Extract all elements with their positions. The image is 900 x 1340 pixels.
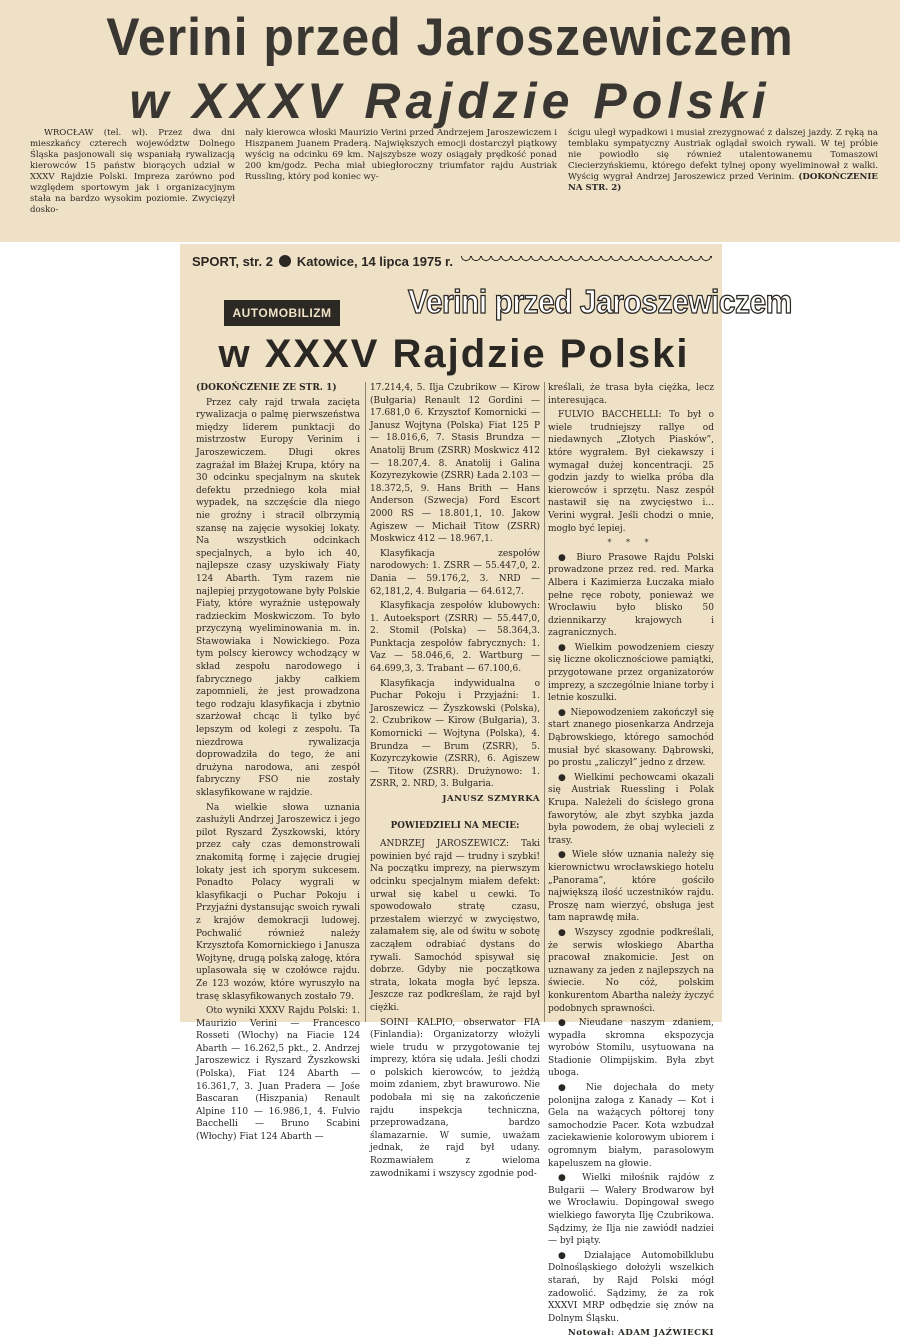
headline-line-1: Verini przed Jaroszewiczem <box>408 284 792 321</box>
bullet-icon: ● <box>558 642 575 653</box>
article-column-1 <box>196 382 361 1143</box>
wavy-rule <box>461 256 712 266</box>
results-paragraph: Klasyfikacja zespołów klubowych: 1. Autoeksport (ZSRR) — 55.447,0, 2. Stomil (Polska) — 58.364,3. Punktacja zespołów fabrycznych: 1. Vaz — 58.046,6, 2. Wartburg — 64.699,3, 3. Trabant — 67.100,6. <box>370 601 540 675</box>
note-text: Wiele słów uznania należy się kierownictwu wrocławskiego hotelu „Panorama”, które gościło największą ilość uczestników rajdu. Proszę nam wierzyć, obsługa jest tam naprawdę miła. <box>548 850 714 924</box>
note-text: Nieudane naszym zdaniem, wypadła skromna ekspozycja wyrobów Stomilu, usytuowana na Stadionie Olimpijskim. Była zbyt uboga. <box>548 1018 714 1079</box>
note-text: Biuro Prasowe Rajdu Polski prowadzone przez red. red. Marka Albera i Kazimierza Łuczaka miało pełne ręce roboty, ponieważ we Wrocławiu było blisko 50 dziennikarzy krajowych i zagranicznych. <box>548 552 714 639</box>
note-item <box>548 1250 714 1326</box>
author-signature: Notował: ADAM JAŹWIECKI <box>567 1328 714 1339</box>
note-text: Niepowodzeniem zakończył się start znanego piosenkarza Andrzeja Dąbrowskiego, którego samochód musiał być skasowany. Dąbrowski, po prostu „zaliczył” jedno z drzew. <box>548 707 714 769</box>
front-column-2: nały kierowca włoski Maurizio Verini przed Andrzejem Jaroszewiczem i Hiszpanem Juanem Praderą. Największych emocji dostarczył piątkowy wyścig na odcinku 69 km. Najszybsze wozy osiągały prędkość ponad 200 km/godz. Pecha miał ubiegłoroczny triumfator rajdu Austriak Russling, który pod koniec wy- <box>245 128 557 182</box>
note-item <box>548 927 714 1015</box>
section-separator: * * * <box>607 538 655 548</box>
front-page-clipping <box>0 0 900 242</box>
note-item <box>548 1172 714 1248</box>
bullet-icon: ● <box>558 1083 586 1094</box>
headline-line-2: w XXXV Rajdzie Polski <box>218 332 690 376</box>
note-item <box>548 642 714 705</box>
quote-paragraph: ANDRZEJ JAROSZEWICZ: Taki powinien być rajd — trudny i szybki! Na początku imprezy, na pierwszym odcinku specjalnym miałem defekt: urwał się kabel u cewki. To spowodowało stratę czasu, przestałem wierzyć w zwycięstwo, załamałem się, ale od świtu w sobotę zacząłem odrabiać dystans do rywali. Samochód spisywał się dobrze. Gdyby nie początkowa strata, lokata mogła być lepsza. Jeszcze raz podkreślam, że rajd był ciężki. <box>370 839 540 1013</box>
note-item <box>548 552 714 640</box>
bullet-icon: ● <box>558 850 573 861</box>
note-item <box>548 1017 714 1080</box>
column-divider <box>365 382 366 1022</box>
bullet-icon: ● <box>558 552 577 563</box>
note-text: Działające Automobilklubu Dolnośląskiego dołożyli wszelkich starań, by Rajd Polski mógł zadowolić. Sądzimy, że za rok XXXVI MRP odbędzie się znów na Dolnym Śląsku. <box>548 1250 714 1324</box>
front-column-3-text: ścigu uległ wypadkowi i musiał zrezygnować z dalszej jazdy. Z ręką na temblaku sympatyczny Austriak oglądał swoich rywali. W tej próbie nie powiodło się również utalentowanemu Tomaszowi Ciecierzyńskiemu, którego defekt tylnej opony wyeliminował z walki. Wyścig wygrał Andrzej Jaroszewicz przed Verinim. <box>568 128 878 182</box>
column-divider <box>544 382 545 1022</box>
note-text: Nie dojechała do mety polonijna załoga z Kanady — Kot i Gela na ważących półtorej tony samochodzie Pacer. Kota wzbudzał zaciekawienie kolorowym ubiorem i ogromnym białym, parasolowym kapeluszem na głowie. <box>548 1083 714 1169</box>
note-text: Wielkimi pechowcami okazali się Austriak Ruessling i Polak Krupa. Należeli do ścisłego grona faworytów, ale zbyt szybka jazda była powodem, że obaj wylecieli z trasy. <box>548 772 715 846</box>
page-two-clipping <box>180 244 792 1339</box>
front-headline-line-2: w XXXV Rajdzie Polski <box>129 73 771 129</box>
bullet-icon: ● <box>558 707 571 718</box>
results-paragraph: Klasyfikacja indywidualna o Puchar Pokoju i Przyjaźni: 1. Jaroszewicz — Żyszkowski (Polska), 2. Czubrikow — Kirow (Bułgaria), 3. Komornicki — Wojtyna (Polska), 4. Brundza — Brum (ZSRR), 5. Kozyrczykowie (ZSRR), 6. Agiszew — Titow (ZSRR). Drużynowo: 1. ZSRR, 2. NRD, 3. Bułgaria. <box>370 678 540 790</box>
paragraph: Na wielkie słowa uznania zasłużyli Andrzej Jaroszewicz i jego pilot Ryszard Żyszkowski, który przez cały czas demonstrowali znakomitą formę i zajęcie drugiej lokaty jest ich sporym sukcesem. Ponadto Polacy wygrali w klasyfikacji o Puchar Pokoju i Przyjaźni dystansując swoich rywali z krajów demokracji ludowej. Pochwalić również należy Krzysztofa Komornickiego i Janusza Wojtynę, drugą polską załogę, która uplasowała się w czołówce rajdu. Ze 123 wozów, które wyruszyło na trasę sklasyfikowanych zostało 79. <box>196 802 361 1002</box>
bullet-icon: ● <box>558 1250 584 1261</box>
note-item <box>548 849 714 925</box>
notes-list <box>548 552 714 1326</box>
quote-paragraph: kreślali, że trasa była ciężka, lecz interesująca. <box>548 383 714 406</box>
front-headline-line-1: Verini przed Jaroszewiczem <box>106 7 794 67</box>
front-column-3 <box>568 128 878 232</box>
paragraph: Przez cały rajd trwała zacięta rywalizacja o palmę pierwszeństwa między liderem punktacji do mistrzostw Europy Verinim i Jaroszewiczem. Długi okres zagrażał im Błażej Krupa, który na 30 odcinku specjalnym na skutek defektu przedniego koła miał wypadek, na szczęście dla niego nie groźny i stracił olbrzymią szansę na zajęcie wysokiej lokaty. Na wszystkich odcinkach specjalnych, a było ich 40, najlepsze czasy uzyskiwały Fiaty 124 Abarth. Tym razem nie najlepiej przygotowane były Polskie Fiaty, które wyraźnie ustępowały radzieckim Moskwiczom. To było przyczyną wyeliminowania m. in. Stawowiaka i Nowickiego. Poza tym polscy kierowcy wchodzący w skład zespołu narodowego i fabrycznego jakby całkiem zapomnieli, że jest prowadzona tego rodzaju klasyfikacja i zbytnio szarżował chcąc li tylko być lepszym od kolegi z zespołu. Ta niezdrowa rywalizacja doprowadziła do tego, że ani drużyna narodowa, ani zespół fabryczny FSO nie zostały sklasyfikowane w rajdzie. <box>196 397 360 798</box>
note-item <box>548 772 714 848</box>
front-column-1: WROCŁAW (tel. wł). Przez dwa dni mieszkańcy czterech województw Dolnego Śląska pasjonowali się wspaniałą rywalizacją kierowców 15 państw biorących udział w XXXV Rajdzie Polski. Impreza zarówno pod względem sportowym jak i organizacyjnym stała na bardzo wysokim poziomie. Zwycięzył dosko- <box>30 128 235 215</box>
note-item <box>548 1082 714 1170</box>
quote-paragraph: FULVIO BACCHELLI: To był o wiele trudniejszy rallye od niedawnych „Złotych Piasków”, które wygrałem. Był ciekawszy i wymagał dużej koncentracji. 25 godzin jazdy to wielka próba dla kierowców i sprzętu. Nasz zespół nastawił się na zwycięstwo i... Verini wygrał. Jeśli chodzi o mnie, mogło być lepiej. <box>548 410 714 534</box>
section-badge: AUTOMOBILIZM <box>224 300 340 326</box>
note-text: Wielkim powodzeniem cieszy się liczne okolicznościowe pamiątki, przygotowane przez organizatorów imprezy, a szczególnie lniane torby i letnie koszulki. <box>548 642 714 704</box>
quote-paragraph: SOINI KALPIO, obserwator FIA (Finlandia): Organizatorzy włożyli wiele trudu w przygotowanie tej imprezy, która się udała. Jeśli chodzi o polskich kierowców, to jeżdżą moim zdaniem, zbyt brawurowo. Nie podobała mi się na zakończenie rajdu inspekcja techniczna, przeprowadzana, bardzo ślamazarnie. W sumie, uważam jednak, że rajd był udany. Rozmawiałem z wieloma zawodnikami i wszyscy zgodnie pod- <box>370 1017 540 1179</box>
paragraph: Oto wyniki XXXV Rajdu Polski: 1. Maurizio Verini — Francesco Rosseti (Włochy) na Fiacie 124 Abarth — 16.262,5 pkt., 2. Andrzej Jaroszewicz i Ryszard Żyszkowski (Polska), Fiat 124 Abarth — 16.361,7, 3. Juan Pradera — Jośe Bascaran (Hiszpania) Renault Alpine 110 — 16.986,1, 4. Fulvio Bacchelli — Bruno Scabini (Włochy) Fiat 124 Abarth — <box>196 1006 360 1143</box>
results-paragraph: 17.214,4, 5. Ilja Czubrikow — Kirow (Bułgaria) Renault 12 Gordini — 17.681,0 6. Krzysztof Komornicki — Janusz Wojtyna (Polska) Fiat 125 P — 18.016,6, 7. Stasis Brundza — Anatolij Brum (ZSRR) Moskwicz 412 — 18.207,4. 8. Anatolij i Galina Kozyrezykowie (ZSRR) Łada 2.103 — 18.372,5, 9. Hans Brith — Hans Anderson (Szwecja) Ford Escort 2000 RS — 18.801,1, 10. Jakow Agiszew — Michaił Titow (ZSRR) Moskwicz 412 — 18.967,1. <box>370 383 540 545</box>
continuation-ref: (DOKOŃCZENIE ZE STR. 1) <box>196 383 337 393</box>
dateline-date: Katowice, 14 lipca 1975 r. <box>296 253 454 269</box>
article-column-2 <box>370 382 540 1179</box>
dateline <box>192 250 712 272</box>
bullet-icon: ● <box>558 772 575 783</box>
bullet-icon: ● <box>558 927 575 938</box>
note-text: Wszyscy zgodnie podkreślali, że serwis włoskiego Abartha pracował znakomicie. Jest on uznawany za jeden z najlepszych na świecie. No cóż, polskim konkurentom Abartha należy życzyć podobnych sprawności. <box>548 927 714 1014</box>
author-signature: JANUSZ SZMYRKA <box>442 794 540 804</box>
note-item <box>548 707 714 770</box>
bullet-icon <box>279 255 291 267</box>
article-column-3 <box>548 382 715 1339</box>
results-paragraph: Klasyfikacja zespołów narodowych: 1. ZSRR — 55.447,0, 2. Dania — 59.176,2, 3. NRD — 62,181,2, 4. Bułgaria — 64.612,7. <box>370 548 540 597</box>
subheading: POWIEDZIELI NA MECIE: <box>390 820 520 831</box>
note-text: Wielki miłośnik rajdów z Bułgarii — Wałery Brodwarow był we Wrocławiu. Dopingował swego wielkiego faworyta Ilję Czubrikowa. Sądzimy, że Ilja nie zawiódł nadziei — był piąty. <box>548 1173 715 1247</box>
bullet-icon: ● <box>558 1173 583 1184</box>
continuation-note: (DOKOŃCZENIE NA STR. 2) <box>568 172 878 193</box>
dateline-page: SPORT, str. 2 <box>192 253 273 269</box>
bullet-icon: ● <box>558 1018 579 1029</box>
